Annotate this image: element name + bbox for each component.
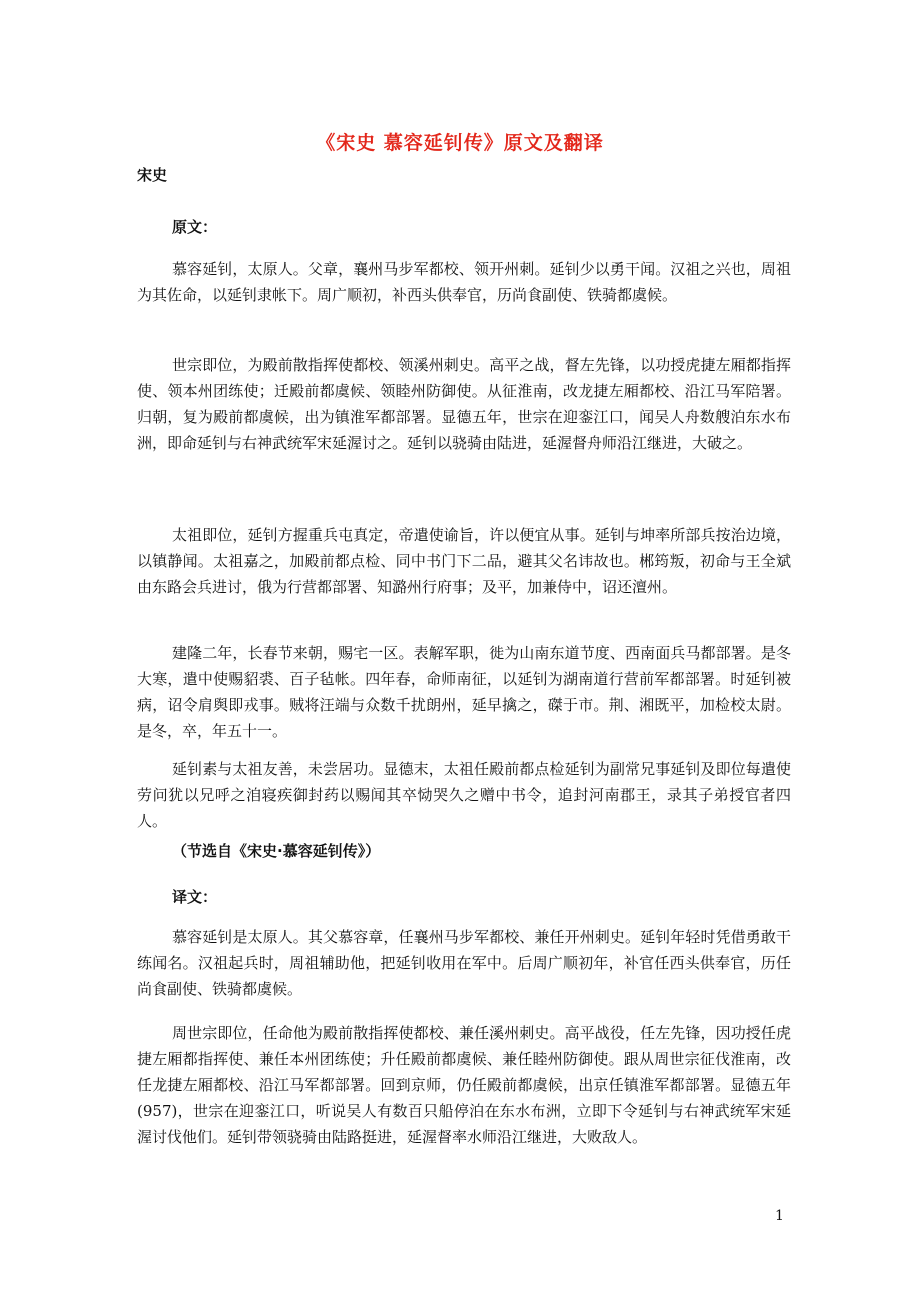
excerpt-note: （节选自《宋史·慕容延钊传》）: [172, 842, 381, 860]
source-label: 宋史: [137, 166, 168, 184]
document-title: 《宋史 慕容延钊传》原文及翻译: [316, 132, 604, 154]
original-paragraph-2: 世宗即位，为殿前散指挥使都校、领溪州刺史。高平之战，督左先锋，以功授虎捷左厢都指挥使、领本州团练使；迁殿前都虞候、领睦州防御使。从征淮南，改龙捷左厢都校、沿江马军陪署。归朝，复为殿前都虞候，出为镇淮军都部署。显德五年，世宗在迎銮江口，闻吴人舟数艘泊东水布洲，即命延钊与右神武统军宋延渥讨之。延钊以骁骑由陆进，延渥督舟师沿江继进，大破之。: [137, 356, 791, 452]
original-heading: 原文：: [172, 218, 218, 236]
original-paragraph-4: 建隆二年，长春节来朝，赐宅一区。表解军职，徙为山南东道节度、西南面兵马都部署。是冬大寒，遣中使赐貂裘、百子毡帐。四年春，命师南征，以延钊为湖南道行营前军都部署。时延钊被病，诏令肩舆即戎事。贼将汪端与众数千扰朗州，延早擒之，磔于市。荆、湘既平，加检校太尉。是冬，卒，年五十一。: [137, 644, 791, 740]
translation-heading: 译文：: [172, 888, 218, 906]
original-paragraph-5: 延钊素与太祖友善，未尝居功。显德末，太祖任殿前都点检延钊为副常兄事延钊及即位每遣使劳问犹以兄呼之洎寝疾御封药以赐闻其卒恸哭久之赠中书令，追封河南郡王，录其子弟授官者四人。: [137, 760, 791, 830]
page-number: 1: [775, 1208, 784, 1224]
translation-paragraph-1: 慕容延钊是太原人。其父慕容章，任襄州马步军都校、兼任开州刺史。延钊年轻时凭借勇敢干练闻名。汉祖起兵时，周祖辅助他，把延钊收用在军中。后周广顺初年，补官任西头供奉官，历任尚食副使、铁骑都虞候。: [137, 928, 791, 998]
original-paragraph-1: 慕容延钊，太原人。父章，襄州马步军都校、领开州刺。延钊少以勇干闻。汉祖之兴也，周祖为其佐命，以延钊隶帐下。周广顺初，补西头供奉官，历尚食副使、铁骑都虞候。: [137, 260, 791, 304]
original-paragraph-3: 太祖即位，延钊方握重兵屯真定，帝遣使谕旨，许以便宜从事。延钊与坤率所部兵按治边境，以镇静闻。太祖嘉之，加殿前都点检、同中书门下二品，避其父名讳故也。郴筠叛，初命与王全斌由东路会兵进讨，俄为行营都部署、知潞州行府事；及平，加兼侍中，诏还澶州。: [137, 526, 791, 596]
translation-paragraph-2: 周世宗即位，任命他为殿前散指挥使都校、兼任溪州刺史。高平战役，任左先锋，因功授任虎捷左厢都指挥使、兼任本州团练使；升任殿前都虞候、兼任睦州防御使。跟从周世宗征伐淮南，改任龙捷左厢都校、沿江马军都部署。回到京师，仍任殿前都虞候，出京任镇淮军都部署。显德五年(957)，世宗在迎銮江口，听说吴人有数百只船停泊在东水布洲，立即下令延钊与右神武统军宋延渥讨伐他们。延钊带领骁骑由陆路挺进，延渥督率水师沿江继进，大败敌人。: [137, 1024, 791, 1146]
